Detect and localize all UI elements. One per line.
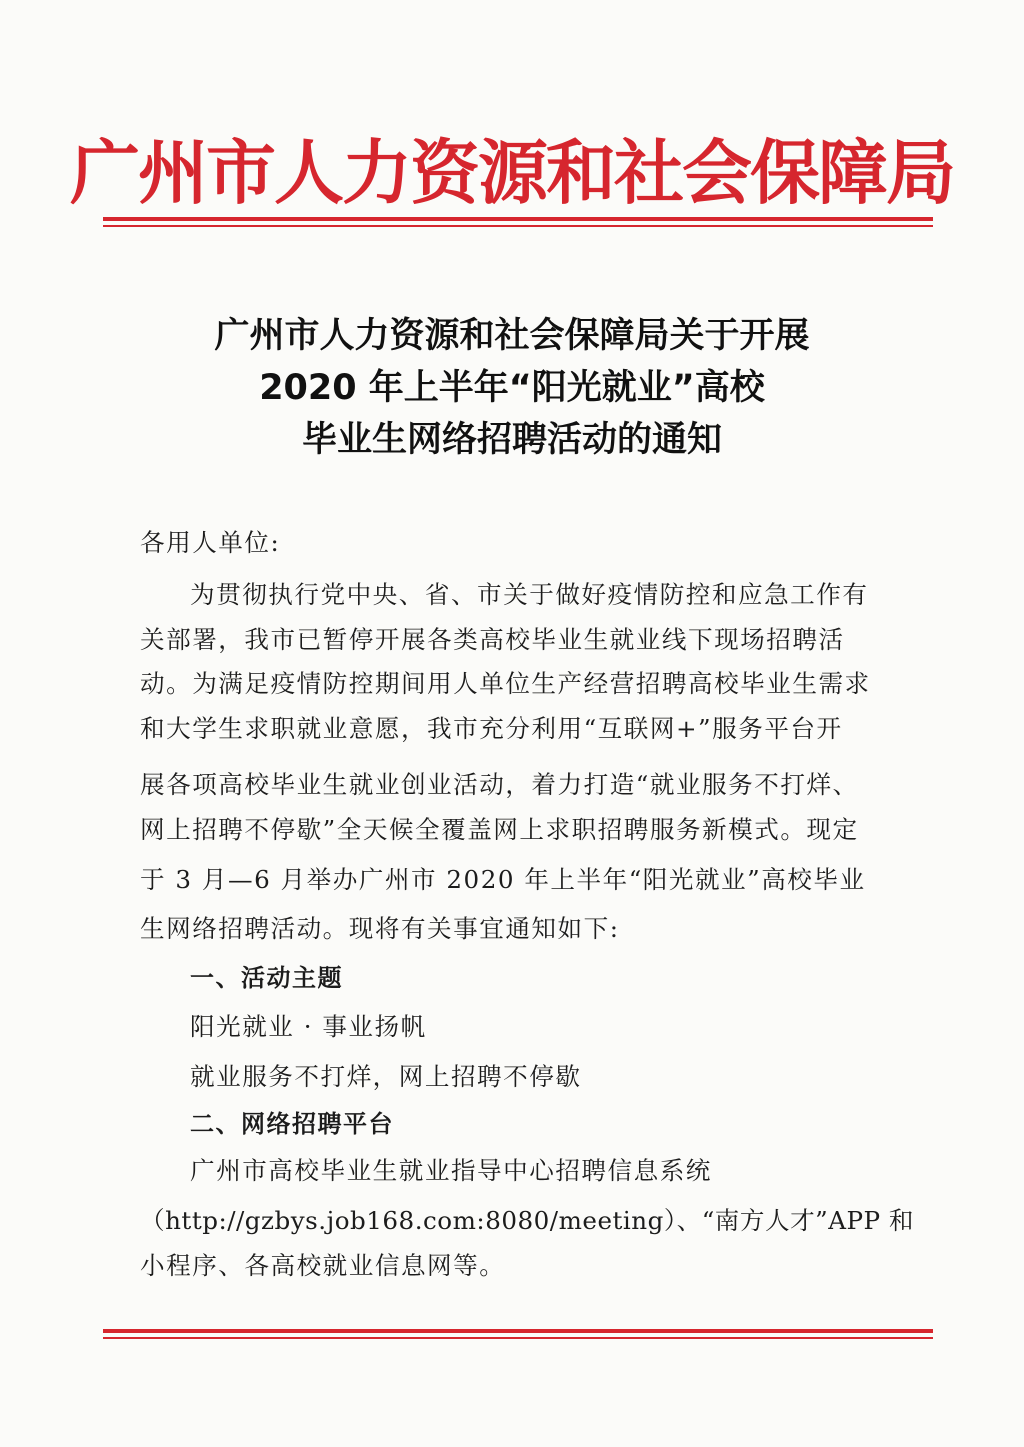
title-line-2: 2020 年上半年“阳光就业”高校 [259,368,765,408]
salutation: 各用人单位: [140,528,281,557]
theme-line: 阳光就业 · 事业扬帆 [190,1012,427,1041]
platform-line: 小程序、各高校就业信息网等。 [140,1251,506,1280]
intro-line: 展各项高校毕业生就业创业活动，着力打造“就业服务不打烊、 [140,770,859,799]
footer-rule-thick [103,1329,933,1333]
section-heading-platform: 二、网络招聘平台 [190,1110,394,1138]
intro-line: 生网络招聘活动。现将有关事宜通知如下: [140,914,620,943]
intro-line: 于 3 月—6 月举办广州市 2020 年上半年“阳光就业”高校毕业 [140,865,866,894]
intro-line: 动。为满足疫情防控期间用人单位生产经营招聘高校毕业生需求 [140,669,871,698]
document-body [140,0,915,1447]
title-line-3: 毕业生网络招聘活动的通知 [301,420,722,460]
theme-line: 就业服务不打烊，网上招聘不停歇 [190,1062,582,1091]
footer-rule-thin [103,1337,933,1339]
agency-header: 广州市人力资源和社会保障局 [70,132,954,214]
intro-line: 网上招聘不停歇”全天候全覆盖网上求职招聘服务新模式。现定 [140,815,859,844]
section-heading-theme: 一、活动主题 [190,964,343,992]
intro-line: 为贯彻执行党中央、省、市关于做好疫情防控和应急工作有 [190,580,869,609]
platform-url-line: （http://gzbys.job168.com:8080/meeting）、“南方人才”APP 和 [140,1206,915,1235]
intro-line: 和大学生求职就业意愿，我市充分利用“互联网+”服务平台开 [140,714,843,743]
intro-line: 关部署，我市已暂停开展各类高校毕业生就业线下现场招聘活 [140,625,845,654]
platform-line: 广州市高校毕业生就业指导中心招聘信息系统 [190,1156,712,1185]
title-line-1: 广州市人力资源和社会保障局关于开展 [214,316,810,356]
